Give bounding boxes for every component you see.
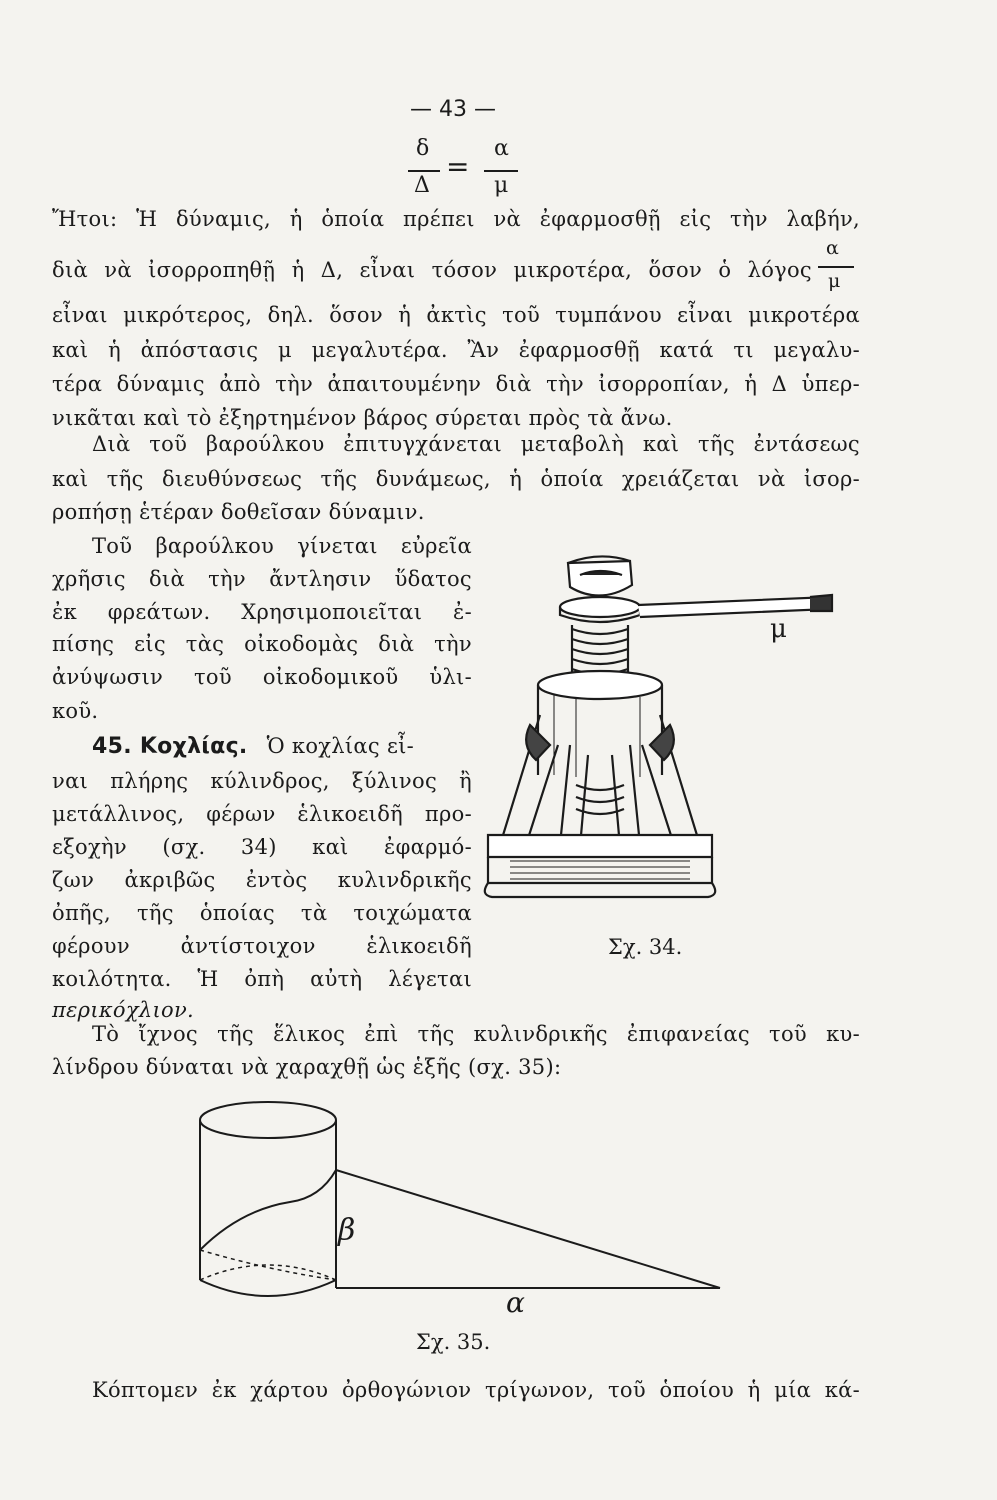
text-line-26: λίνδρου δύναται νὰ χαραχθῇ ὡς ἑξῆς (σχ. 35): — [52, 1055, 562, 1079]
text-line-15: κοῦ. — [52, 699, 99, 723]
section-heading-line — [92, 732, 472, 761]
text-line-24: περικόχλιον. — [52, 998, 195, 1022]
text-line-19: εξοχὴν (σχ. 34) καὶ ἐφαρμό- — [52, 835, 472, 859]
text-line-17: ναι πλήρης κύλινδρος, ξύλινος ἢ — [52, 769, 472, 793]
formula-bar-right — [484, 170, 518, 172]
text-line-4: καὶ ἡ ἀπόστασις μ μεγαλυτέρα. Ἂν ἐφαρμοσθῇ κατά τι μεγαλυ- — [52, 338, 860, 362]
text-line-27: Κόπτομεν ἐκ χάρτου ὀρθογώνιον τρίγωνον, τοῦ ὁποίου ἡ μία κά- — [92, 1378, 860, 1402]
text-line-5: τέρα δύναμις ἀπὸ τὴν ἀπαιτουμένην διὰ τὴν ἰσορροπίαν, ἡ Δ ὑπερ- — [52, 372, 860, 396]
text-line-12: ἐκ φρεάτων. Χρησιμοποιεῖται ἐ- — [52, 600, 472, 624]
text-line-22: φέρουν ἀντίστοιχον ἑλικοειδῆ — [52, 934, 472, 958]
section-heading: 45. Κοχλίας. — [92, 734, 248, 759]
text-line-2: διὰ νὰ ἰσορροπηθῇ ἡ Δ, εἶναι τόσον μικροτέρα, ὅσον ὁ λόγος — [52, 258, 812, 282]
formula-den-right: μ — [494, 173, 509, 198]
formula-num-left: δ — [416, 136, 430, 161]
text-line-25: Τὸ ἴχνος τῆς ἕλικος ἐπὶ τῆς κυλινδρικῆς ἐπιφανείας τοῦ κυ- — [92, 1022, 860, 1046]
text-line-23: κοιλότητα. Ἡ ὀπὴ αὐτὴ λέγεται — [52, 967, 472, 991]
inline-fraction-bar — [818, 266, 854, 268]
text-line-14: ἀνύψωσιν τοῦ οἰκοδομικοῦ ὑλι- — [52, 665, 472, 689]
formula-bar-left — [408, 170, 440, 172]
text-line-8: καὶ τῆς διευθύνσεως τῆς δυνάμεως, ἡ ὁποία χρειάζεται νὰ ἰσορ- — [52, 467, 860, 491]
text-line-3: εἶναι μικρότερος, δηλ. ὅσον ἡ ἀκτὶς τοῦ τυμπάνου εἶναι μικροτέρα — [52, 303, 860, 327]
text-line-20: ζων ἀκριβῶς ἐντὸς κυλινδρικῆς — [52, 868, 472, 892]
section-heading-text: Ὁ κοχλίας εἶ- — [266, 734, 415, 758]
formula-den-left: Δ — [414, 173, 430, 198]
text-line-21: ὀπῆς, τῆς ὁποίας τὰ τοιχώματα — [52, 901, 472, 925]
figure-35-a-label: α — [506, 1286, 525, 1319]
text-line-7: Διὰ τοῦ βαρούλκου ἐπιτυγχάνεται μεταβολὴ καὶ τῆς ἐντάσεως — [92, 432, 860, 456]
text-line-13: πίσης εἰς τὰς οἰκοδομὰς διὰ τὴν — [52, 632, 472, 656]
figure-35-cylinder-triangle — [180, 1090, 760, 1330]
text-line-18: μετάλλινος, φέρων ἑλικοειδῆ προ- — [52, 802, 472, 826]
inline-fraction-den: μ — [828, 270, 841, 292]
figure-34-mu-label: μ — [770, 614, 787, 644]
figure-35-caption: Σχ. 35. — [416, 1330, 491, 1354]
formula-equals: = — [446, 150, 470, 183]
text-line-11: χρῆσις διὰ τὴν ἄντλησιν ὕδατος — [52, 567, 472, 591]
text-line-10: Τοῦ βαρούλκου γίνεται εὐρεῖα — [92, 534, 472, 558]
figure-34-screw-jack — [480, 545, 840, 915]
text-line-6: νικᾶται καὶ τὸ ἐξηρτημένον βάρος σύρεται πρὸς τὰ ἄνω. — [52, 406, 673, 430]
formula-num-right: α — [494, 136, 509, 161]
text-line-1: Ἤτοι: Ἡ δύναμις, ἡ ὁποία πρέπει νὰ ἐφαρμοσθῇ εἰς τὴν λαβήν, — [52, 207, 860, 231]
figure-35-b-label: β — [338, 1213, 356, 1248]
inline-fraction-num: α — [826, 237, 839, 259]
figure-34-caption: Σχ. 34. — [608, 935, 683, 959]
page-number: — 43 — — [410, 97, 496, 122]
text-line-9: ροπήσῃ ἑτέραν δοθεῖσαν δύναμιν. — [52, 500, 425, 524]
